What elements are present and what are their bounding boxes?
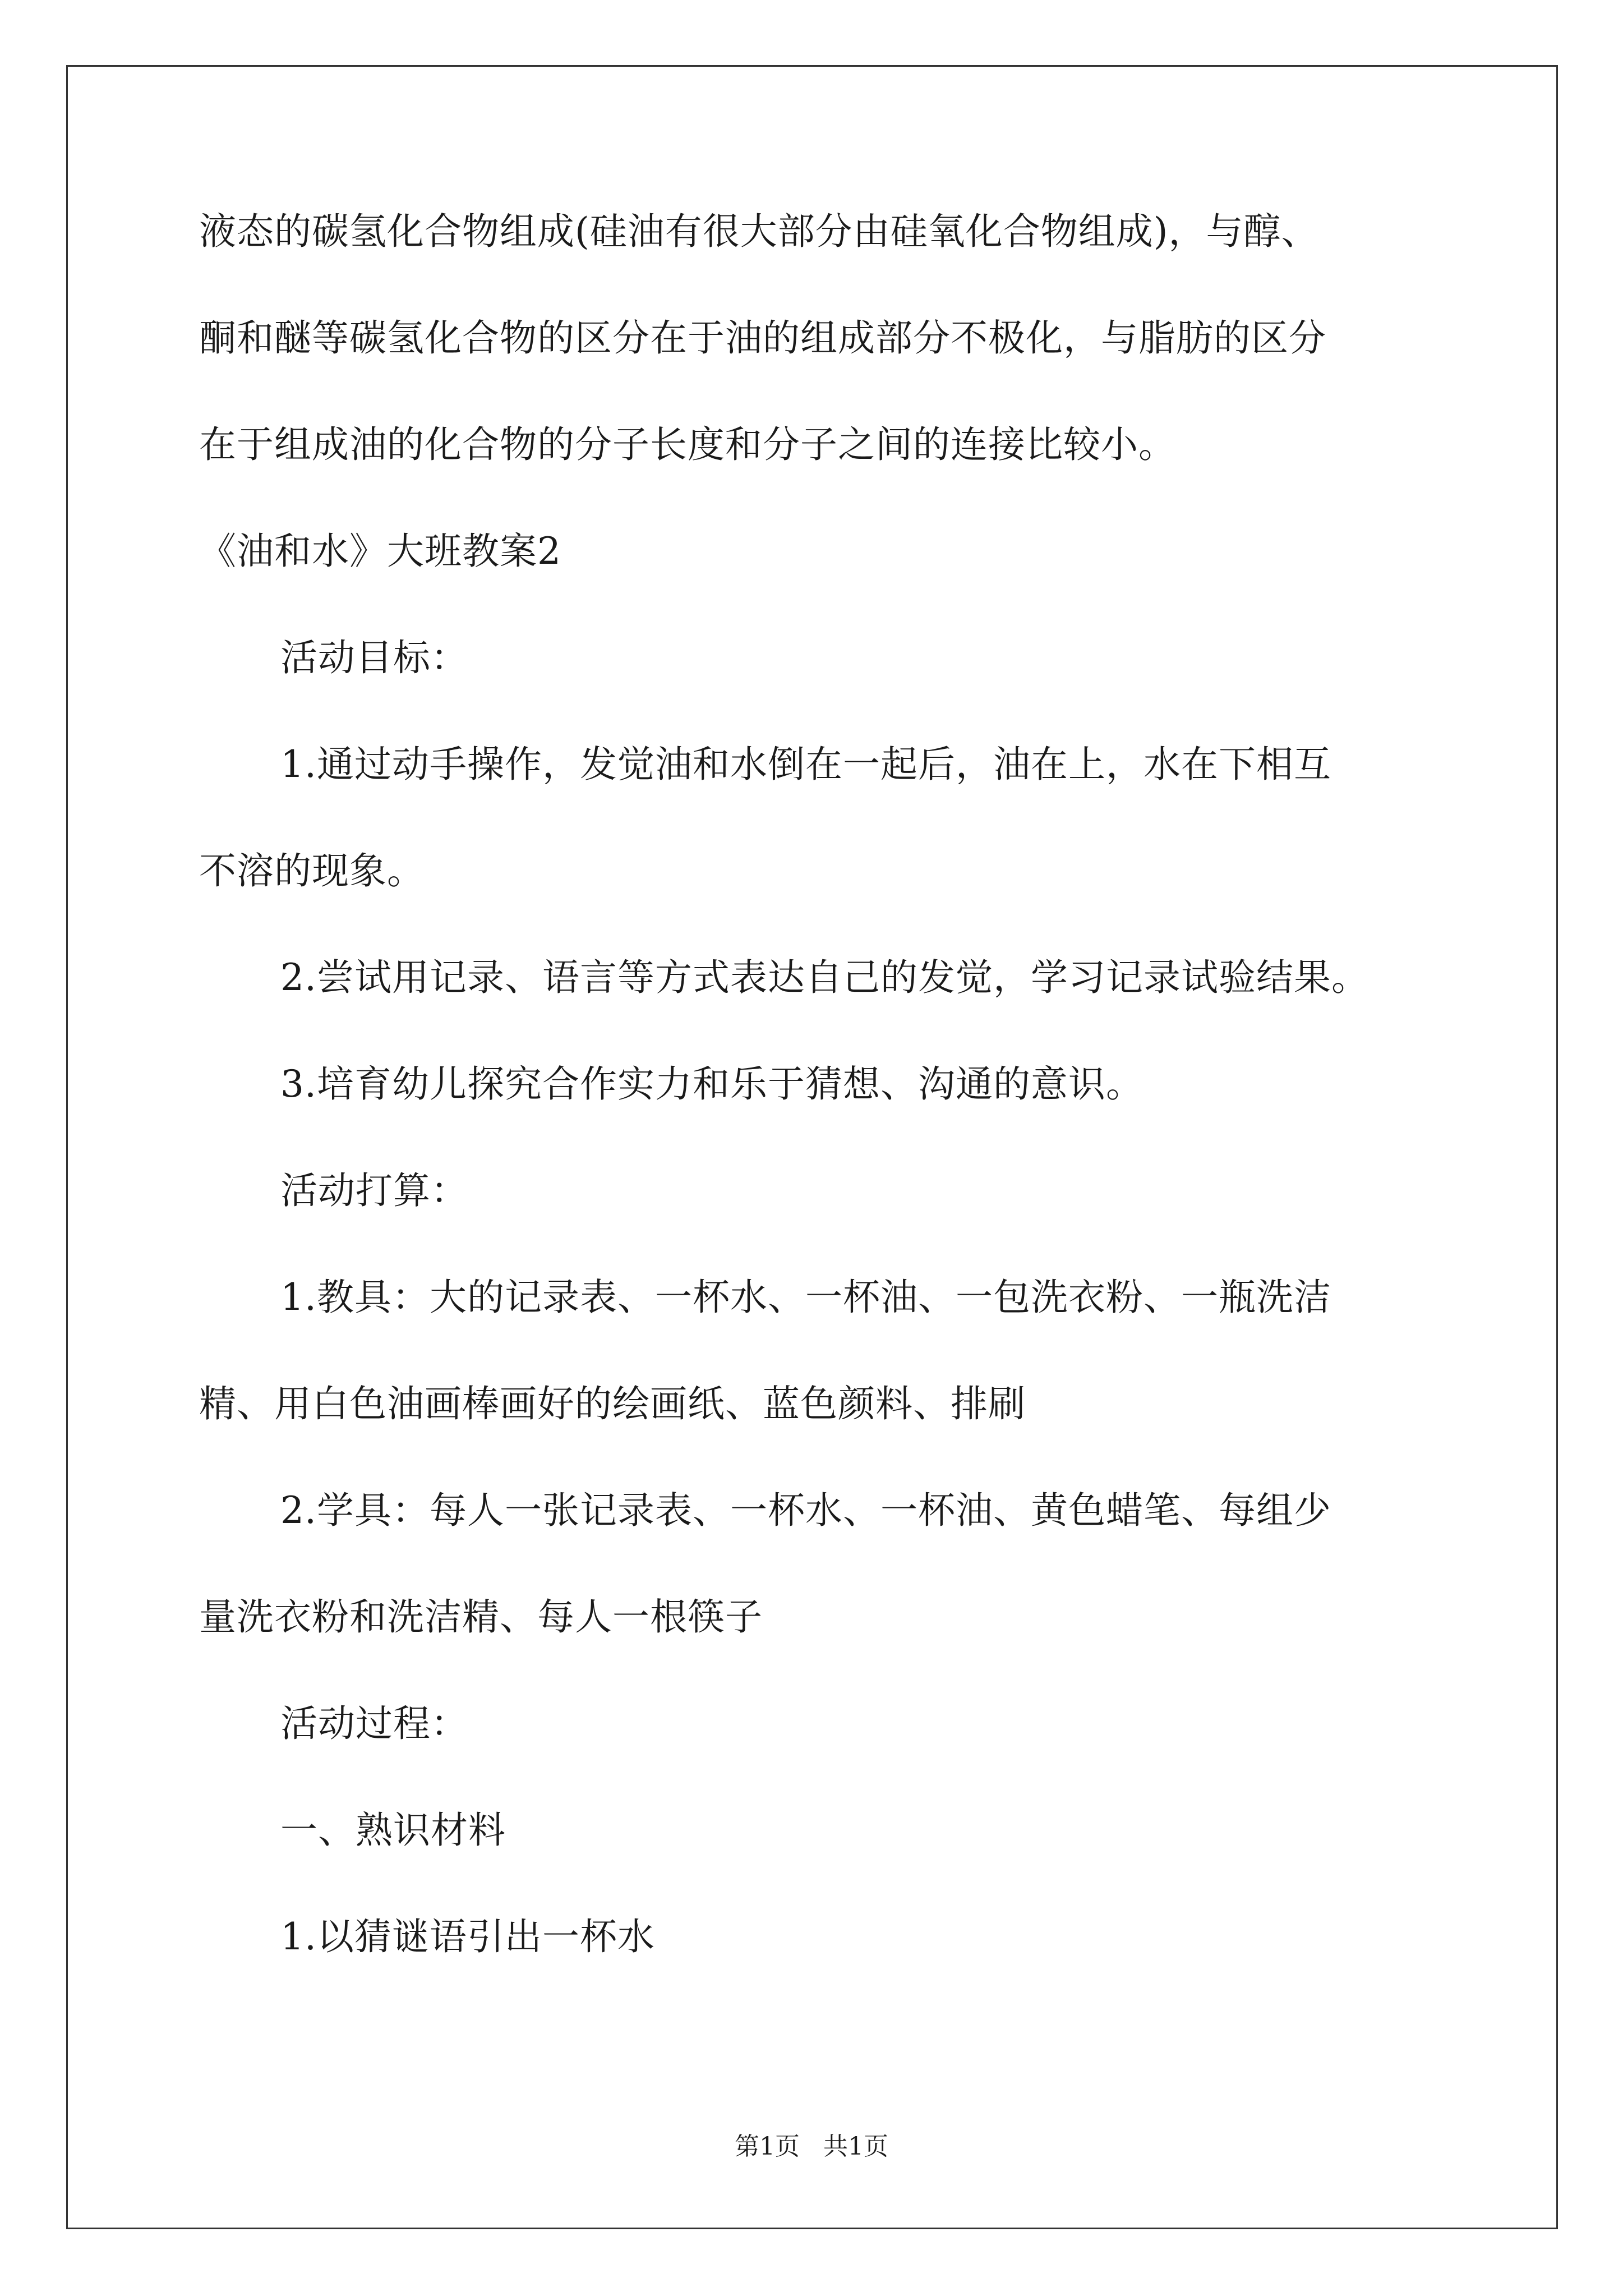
paragraph-line: 在于组成油的化合物的分子长度和分子之间的连接比较小。 (199, 423, 1176, 466)
paragraph-line: 1.通过动手操作，发觉油和水倒在一起后，油在上，水在下相互 (280, 743, 1331, 786)
subheading: 一、熟识材料 (280, 1809, 506, 1852)
paragraph-line: 3.培育幼儿探究合作实力和乐于猜想、沟通的意识。 (280, 1062, 1144, 1106)
page-footer: 第1页 共1页 (735, 2132, 888, 2161)
paragraph-line: 酮和醚等碳氢化合物的区分在于油的组成部分不极化，与脂肪的区分 (199, 316, 1326, 360)
heading-activity-goals: 活动目标： (280, 636, 468, 679)
paragraph-line: 1.以猜谜语引出一杯水 (280, 1915, 655, 1958)
paragraph-line: 1.教具：大的记录表、一杯水、一杯油、一包洗衣粉、一瓶洗洁 (280, 1276, 1331, 1319)
heading-activity-preparation: 活动打算： (280, 1169, 468, 1212)
paragraph-line: 精、用白色油画棒画好的绘画纸、蓝色颜料、排刷 (199, 1382, 1026, 1425)
paragraph-line: 2.尝试用记录、语言等方式表达自己的发觉，学习记录试验结果。 (280, 956, 1369, 999)
paragraph-line: 液态的碳氢化合物组成(硅油有很大部分由硅氧化合物组成)，与醇、 (199, 210, 1319, 253)
heading-activity-process: 活动过程： (280, 1702, 468, 1745)
paragraph-line: 量洗衣粉和洗洁精、每人一根筷子 (199, 1595, 763, 1639)
paragraph-line: 不溶的现象。 (199, 849, 425, 892)
page-border (66, 65, 1558, 2229)
section-title: 《油和水》大班教案2 (199, 530, 561, 573)
paragraph-line: 2.学具：每人一张记录表、一杯水、一杯油、黄色蜡笔、每组少 (280, 1489, 1331, 1532)
